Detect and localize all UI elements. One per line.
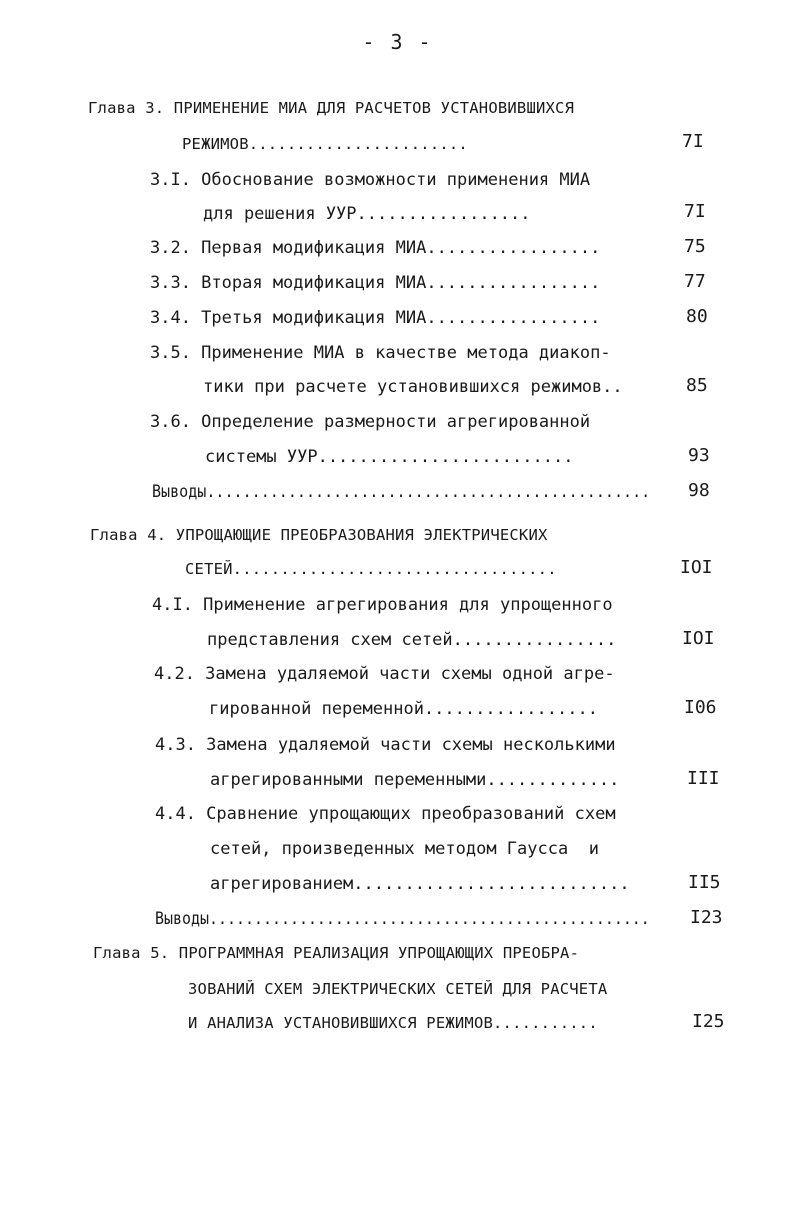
section-3-6-page: 93	[688, 445, 710, 466]
section-4-1-page: IOI	[682, 628, 715, 649]
section-3-1-line2: для решения УУР.................	[203, 204, 531, 224]
section-3-2-page: 75	[684, 236, 706, 257]
chapter-3-title-line1: Глава 3. ПРИМЕНЕНИЕ МИА ДЛЯ РАСЧЕТОВ УСТАНОВИВШИХСЯ	[88, 99, 575, 117]
chapter-5-page: I25	[692, 1011, 725, 1032]
chapter-3-page: 7I	[682, 131, 704, 152]
chapter-4-conclusions-page: I23	[690, 907, 723, 928]
section-4-1-line2: представления схем сетей................	[207, 630, 617, 650]
section-4-4-page: II5	[688, 872, 721, 893]
section-4-3-page: III	[687, 768, 720, 789]
section-3-1-line1: 3.I. Обоснование возможности применения МИА	[150, 170, 591, 190]
section-3-2: 3.2. Первая модификация МИА.................	[150, 238, 601, 258]
section-3-3-page: 77	[684, 271, 706, 292]
section-4-1-line1: 4.I. Применение агрегирования для упрощенного	[152, 595, 613, 615]
section-4-4-line1: 4.4. Сравнение упрощающих преобразований схем	[155, 804, 616, 824]
section-3-4-page: 80	[686, 306, 708, 327]
chapter-4-conclusions: Выводы.................................................	[155, 909, 650, 929]
chapter-3-conclusions: Выводы.................................................	[152, 482, 651, 502]
section-4-3-line1: 4.3. Замена удаляемой части схемы несколькими	[155, 735, 616, 755]
section-4-4-line2: сетей, произведенных методом Гаусса и	[210, 839, 599, 859]
chapter-5-title-line3: И АНАЛИЗА УСТАНОВИВШИХСЯ РЕЖИМОВ...........	[188, 1014, 598, 1032]
section-3-5-line2: тики при расчете установившихся режимов..	[203, 377, 623, 397]
section-4-2-page: I06	[684, 697, 717, 718]
section-3-4: 3.4. Третья модификация МИА.................	[150, 308, 601, 328]
chapter-5-title-line2: ЗОВАНИЙ СХЕМ ЭЛЕКТРИЧЕСКИХ СЕТЕЙ ДЛЯ РАСЧЕТА	[188, 980, 608, 998]
chapter-4-page: IOI	[680, 557, 713, 578]
chapter-5-title-line1: Глава 5. ПРОГРАММНАЯ РЕАЛИЗАЦИЯ УПРОЩАЮЩИХ ПРЕОБРА-	[93, 944, 580, 962]
section-4-2-line1: 4.2. Замена удаляемой части схемы одной агре-	[154, 664, 615, 684]
section-3-5-page: 85	[686, 375, 708, 396]
section-3-1-page: 7I	[684, 201, 706, 222]
section-3-3: 3.3. Вторая модификация МИА.................	[150, 273, 601, 293]
chapter-4-title-line2: СЕТЕЙ..................................	[185, 560, 557, 578]
section-4-2-line2: гированной переменной.................	[209, 699, 598, 719]
section-3-6-line1: 3.6. Определение размерности агрегированной	[150, 412, 591, 432]
section-3-6-line2: системы УУР.........................	[205, 447, 574, 467]
section-4-4-line3: агрегированием...........................	[210, 874, 630, 894]
page-number: - 3 -	[362, 30, 433, 54]
chapter-3-conclusions-page: 98	[688, 480, 710, 501]
section-4-3-line2: агрегированными переменными.............	[210, 770, 620, 790]
chapter-4-title-line1: Глава 4. УПРОЩАЮЩИЕ ПРЕОБРАЗОВАНИЯ ЭЛЕКТРИЧЕСКИХ	[90, 526, 548, 544]
chapter-3-title-line2: РЕЖИМОВ.......................	[182, 135, 468, 153]
section-3-5-line1: 3.5. Применение МИА в качестве метода диакоп-	[150, 343, 611, 363]
